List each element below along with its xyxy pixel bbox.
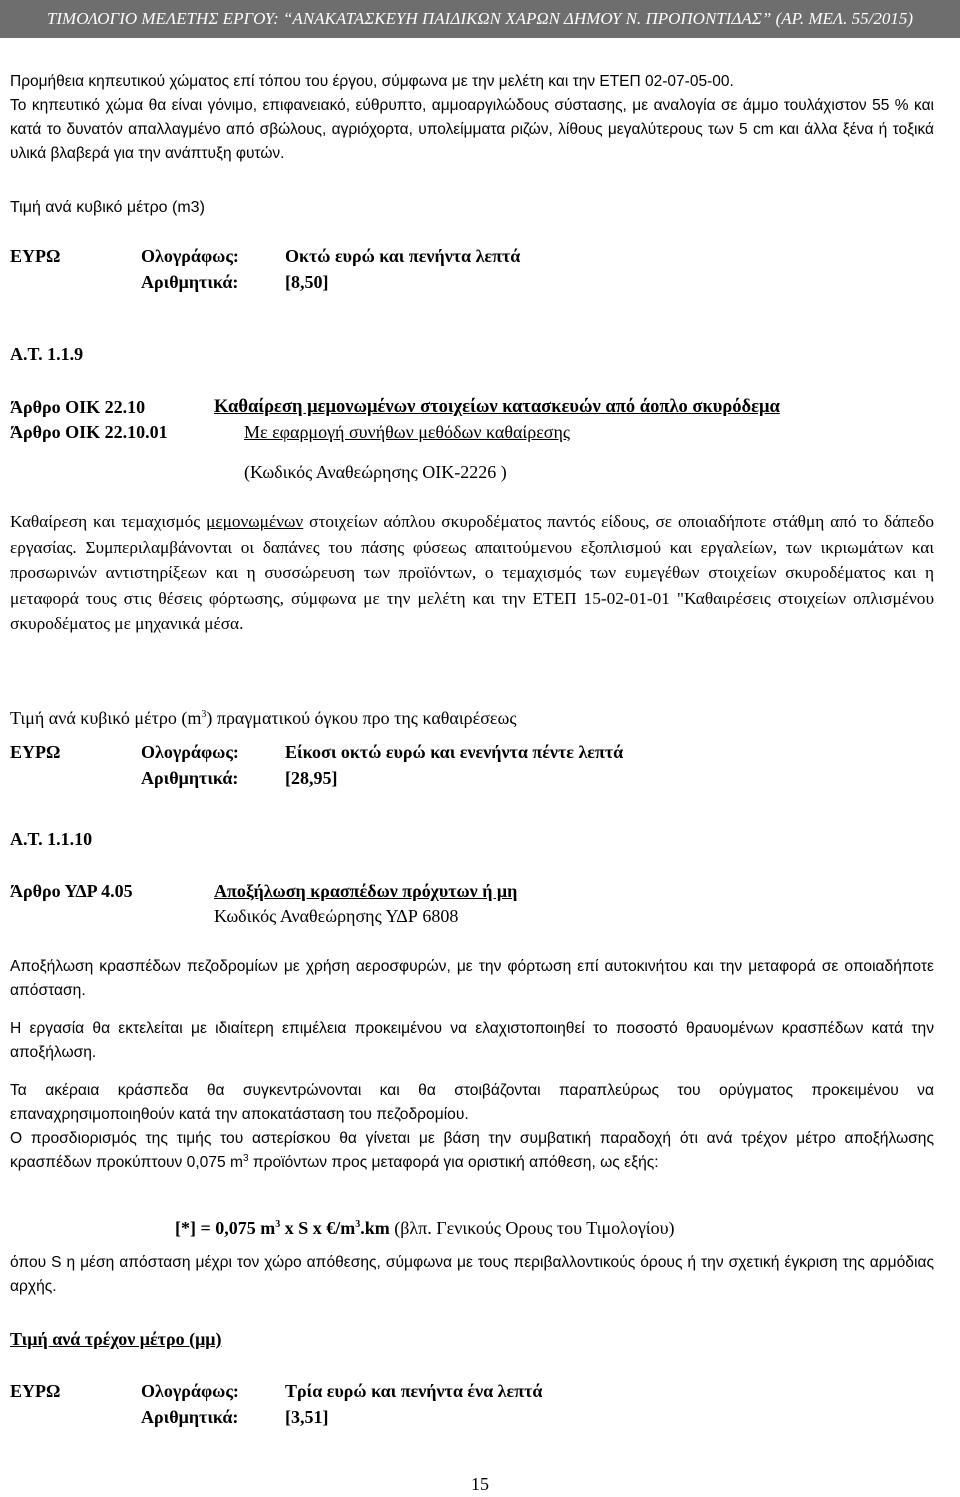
- revision-code: (Κωδικός Αναθεώρησης ΟΙΚ-2226 ): [244, 462, 507, 482]
- words-label: Ολογράφως:: [141, 1381, 239, 1401]
- superscript: 3: [243, 1152, 249, 1164]
- words-value: Τρία ευρώ και πενήντα ένα λεπτά: [285, 1381, 543, 1401]
- words-value: Είκοσι οκτώ ευρώ και ενενήντα πέντε λεπτά: [285, 742, 624, 762]
- desc-part: Καθαίρεση και τεμαχισμός: [10, 512, 207, 531]
- words-value: Οκτώ ευρώ και πενήντα λεπτά: [285, 246, 521, 266]
- words-label: Ολογράφως:: [141, 742, 239, 762]
- page-header: ΤΙΜΟΛΟΓΙΟ ΜΕΛΕΤΗΣ ΕΡΓΟΥ: “ΑΝΑΚΑΤΑΣΚΕΥΗ ΠΑΙΔΙΚΩΝ ΧΑΡΩΝ ΔΗΜΟΥ Ν. ΠΡΟΠΟΝΤΙΔΑΣ” (ΑΡ. ΜΕΛ. 55/2015): [0, 0, 960, 38]
- formula-part: .km: [360, 1218, 390, 1238]
- page-number: 15: [471, 1474, 489, 1494]
- numeric-value: [3,51]: [285, 1407, 329, 1427]
- demolition-description: [10, 509, 934, 637]
- superscript: 3: [201, 709, 207, 720]
- curb-paragraph: Αποξήλωση κρασπέδων πεζοδρομίων με χρήση αεροσφυρών, με την φόρτωση επί αυτοκινήτου και την μεταφορά σε οποιαδήποτε απόσταση.: [10, 958, 934, 999]
- superscript: 3: [355, 1219, 361, 1230]
- formula-part: x S x €/m: [280, 1218, 356, 1238]
- soil-description: [10, 70, 934, 166]
- price-unit: Τιμή ανά τρέχον μέτρο (μμ): [10, 1329, 222, 1349]
- currency-label: ΕΥΡΩ: [10, 742, 61, 762]
- currency-label: ΕΥΡΩ: [10, 1381, 61, 1401]
- p4-part: Ο προσδιορισμός της τιμής του αστερίσκου θα γίνεται με βάση την συμβατική παραδοχή ότι ανά τρέχον μέτρο αποξήλωσης κρασπέδων προκύπτουν 0,075 m: [10, 1130, 934, 1171]
- price-unit-a: Τιμή ανά κυβικό μέτρο (m: [10, 708, 202, 728]
- currency-label: ΕΥΡΩ: [10, 246, 61, 266]
- words-label: Ολογράφως:: [141, 246, 239, 266]
- price-unit: [10, 707, 516, 729]
- article-code: Άρθρο ΟΙΚ 22.10.01: [10, 422, 168, 442]
- formula: [175, 1217, 675, 1239]
- numeric-value: [28,95]: [285, 768, 338, 788]
- desc-underlined: μεμονωμένων: [206, 512, 304, 531]
- soil-line1: Προμήθεια κηπευτικού χώματος επί τόπου του έργου, σύμφωνα με την μελέτη και την ΕΤΕΠ 02-07-05-00.: [10, 73, 734, 90]
- section-title: Καθαίρεση μεμονωμένων στοιχείων κατασκευών από άοπλο σκυρόδεμα: [214, 397, 780, 417]
- curb-paragraph: όπου S η μέση απόσταση μέχρι τον χώρο απόθεσης, σύμφωνα με τους περιβαλλοντικούς όρους ή την σχετική έγκριση της αρμόδιας αρχής.: [10, 1254, 934, 1295]
- formula-note: (βλπ. Γενικούς Ορους του Τιμολογίου): [389, 1218, 675, 1238]
- price-unit-b: ) πραγματικού όγκου προ της καθαιρέσεως: [206, 708, 517, 728]
- soil-body: Το κηπευτικό χώμα θα είναι γόνιμο, επιφανειακό, εύθρυπτο, αμμοαργιλώδους σύστασης, με αναλογία σε άμμο τουλάχιστον 55 % και κατά το δυνατόν απαλλαγμένο από σβώλους, αγριόχορτα, υπολείμματα ριζών, λίθους μεγαλύτερους των 5 cm και άλλα ξένα ή τοξικά υλικά βλαβερά για την ανάπτυξη φυτών.: [10, 97, 934, 162]
- at-number: Α.Τ. 1.1.9: [10, 344, 84, 364]
- numeric-label: Αριθμητικά:: [141, 272, 239, 292]
- article-code: Άρθρο ΥΔΡ 4.05: [10, 881, 133, 901]
- curb-paragraph: Η εργασία θα εκτελείται με ιδιαίτερη επιμέλεια προκειμένου να ελαχιστοποιηθεί το ποσοστό θραυομένων κρασπέδων κατά την αποξήλωση.: [10, 1020, 934, 1061]
- price-unit: Τιμή ανά κυβικό μέτρο (m3): [10, 199, 205, 216]
- article-code: Άρθρο ΟΙΚ 22.10: [10, 397, 146, 417]
- revision-code: Κωδικός Αναθεώρησης ΥΔΡ 6808: [214, 906, 459, 926]
- p4-part: προϊόντων προς μεταφορά για οριστική απόθεση, ως εξής:: [248, 1154, 659, 1171]
- section-subtitle: Με εφαρμογή συνήθων μεθόδων καθαίρεσης: [244, 422, 571, 442]
- desc-part: στοιχείων αόπλου σκυροδέματος παντός είδους, σε οποιαδήποτε στάθμη από το δάπεδο εργασίας. Συμπεριλαμβάνονται οι δαπάνες του πάσης φύσεως απαιτούμενου εξοπλισμού και εργαλείων, των ικριωμάτων και προσωρινών αντιστηρίξεων και η συσσώρευση των προϊόντων, ο τεμαχισμός των ευμεγέθων στοιχείων σκυροδέματος και η μεταφορά τους στις θέσεις φόρτωσης, σύμφωνα με την μελέτη και την ΕΤΕΠ 15-02-01-01 "Καθαιρέσεις στοιχείων οπλισμένου σκυροδέματος με μηχανικά μέσα.: [10, 512, 935, 633]
- numeric-label: Αριθμητικά:: [141, 1407, 239, 1427]
- curb-paragraph: [10, 1127, 934, 1175]
- section-title: Αποξήλωση κρασπέδων πρόχυτων ή μη: [214, 881, 518, 901]
- at-number: Α.Τ. 1.1.10: [10, 829, 93, 849]
- superscript: 3: [275, 1219, 281, 1230]
- formula-part: [*] = 0,075 m: [175, 1218, 276, 1238]
- numeric-value: [8,50]: [285, 272, 329, 292]
- numeric-label: Αριθμητικά:: [141, 768, 239, 788]
- curb-paragraph: Τα ακέραια κράσπεδα θα συγκεντρώνονται και θα στοιβάζονται παραπλεύρως του ορύγματος προκειμένου να επαναχρησιμοποιηθούν κατά την αποκατάσταση του πεζοδρομίου.: [10, 1082, 934, 1123]
